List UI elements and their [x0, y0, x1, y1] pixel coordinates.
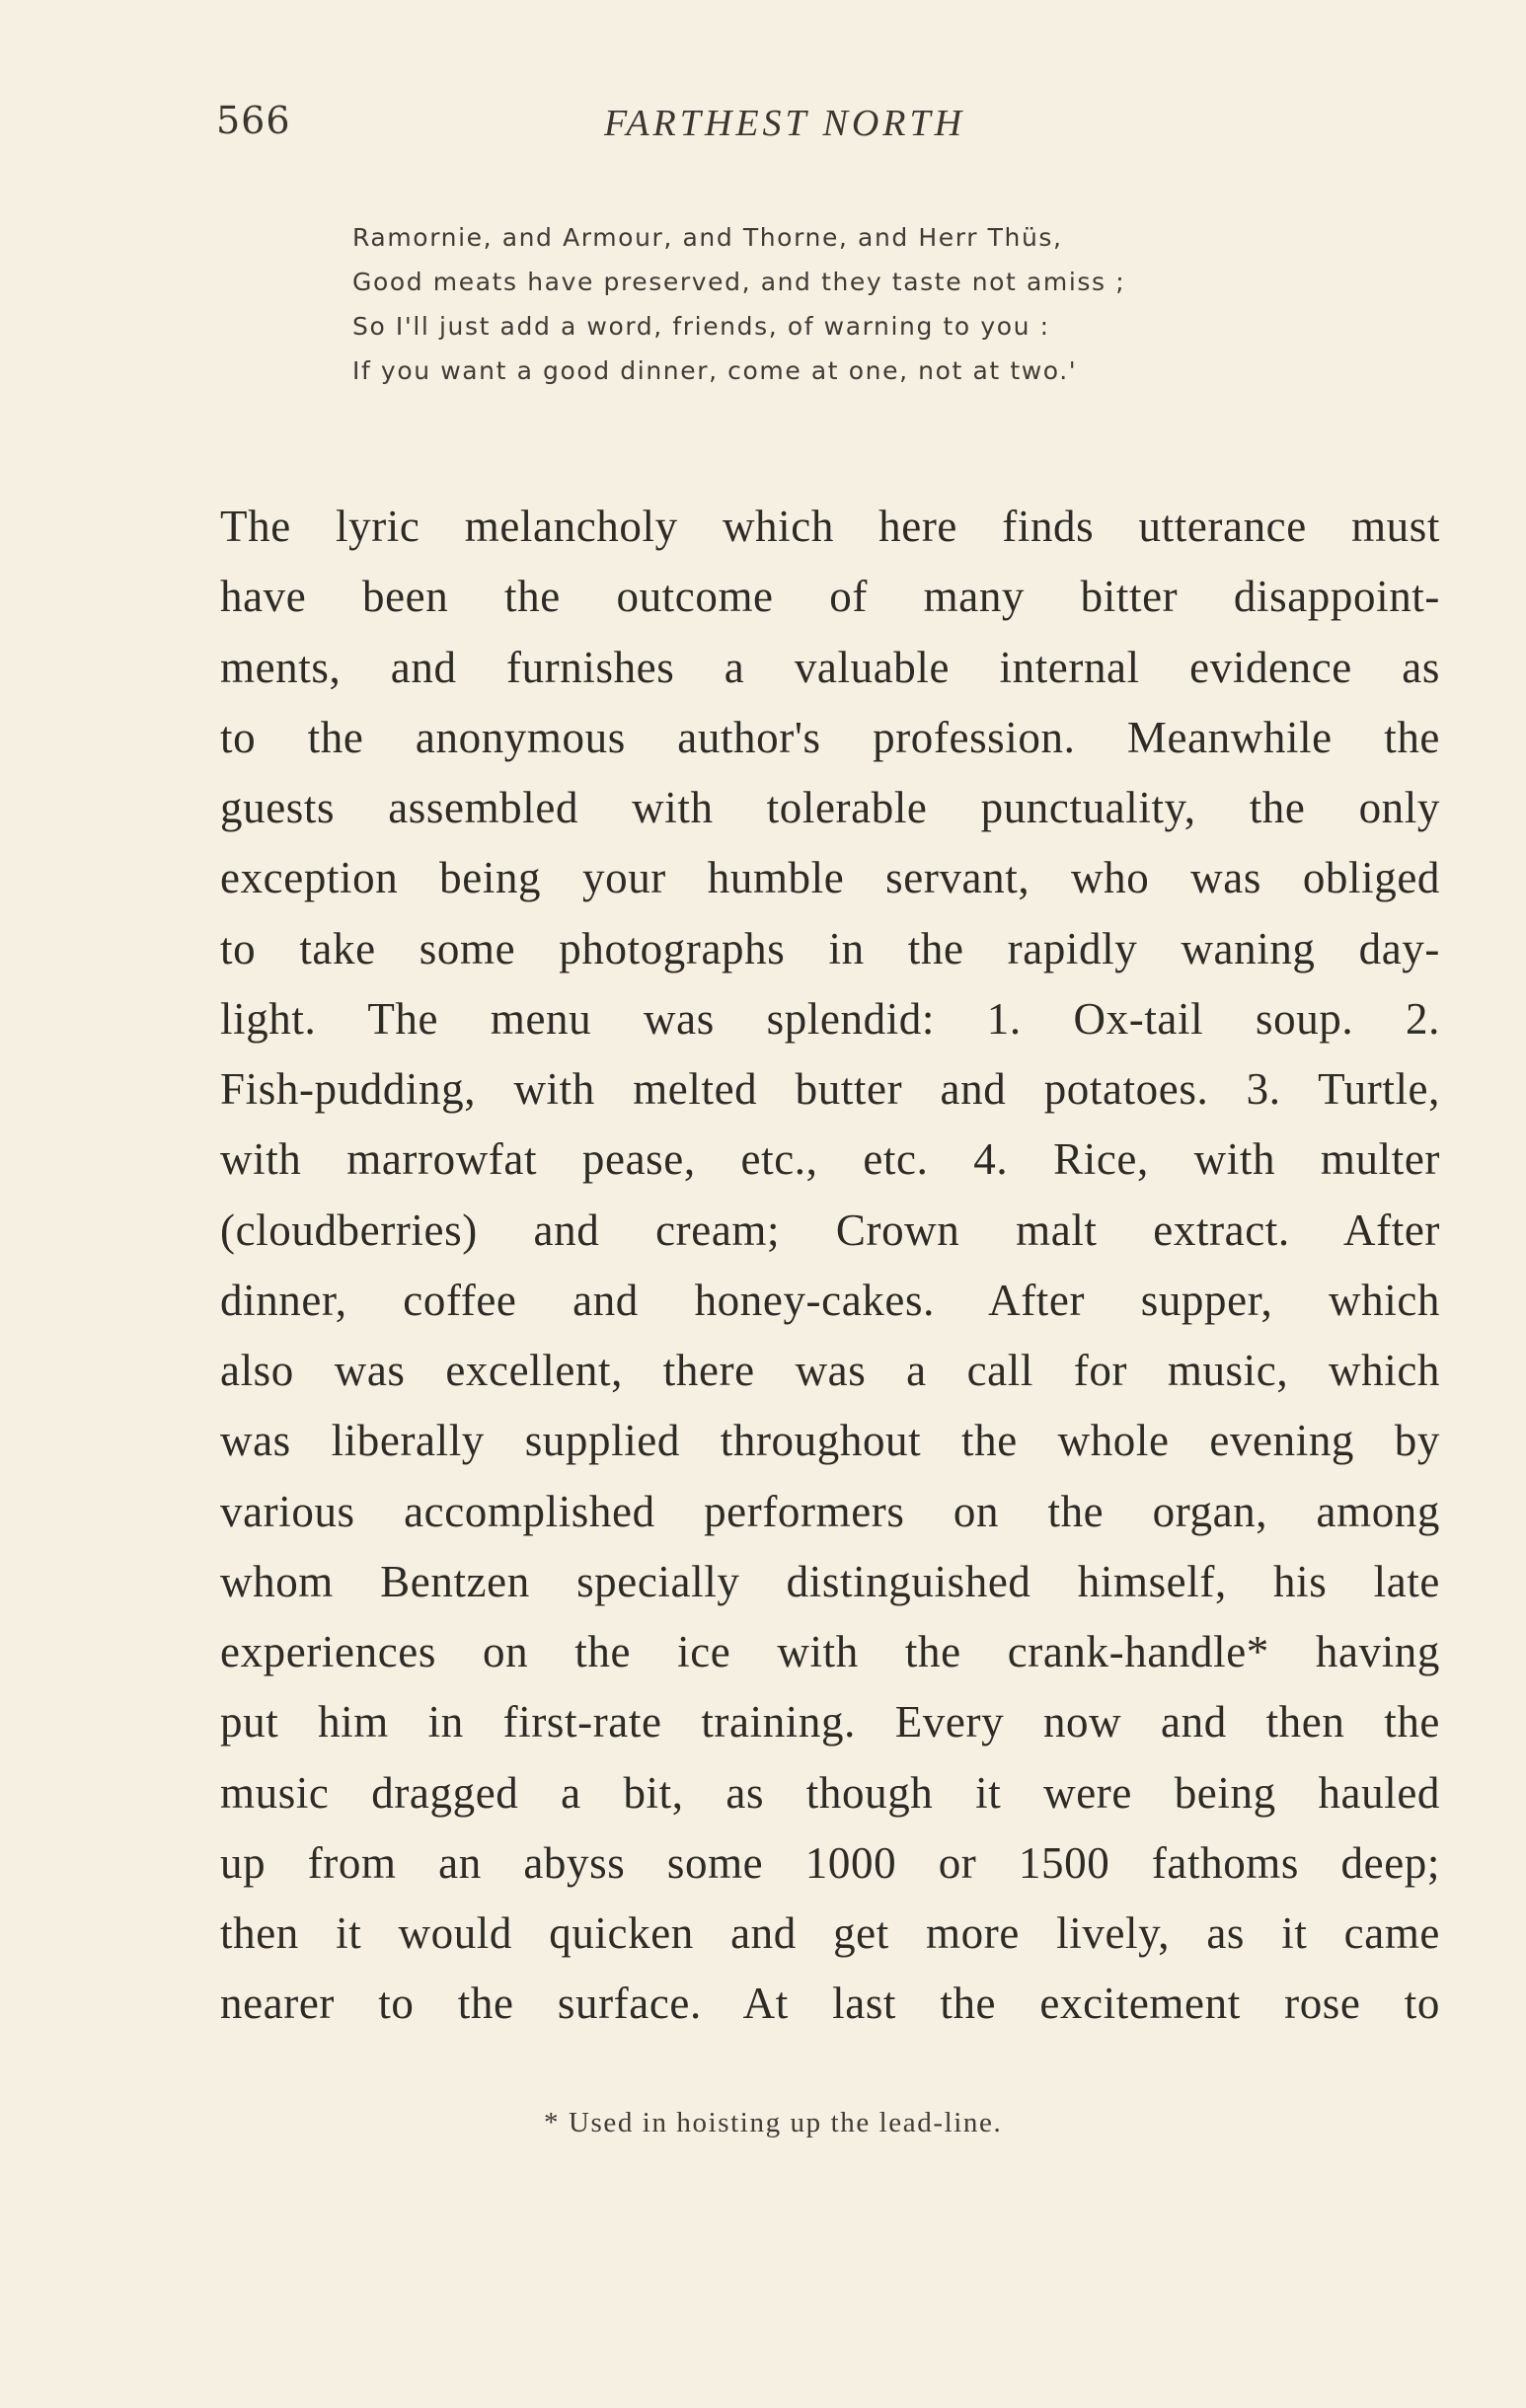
- text-line: Fish-pudding, with melted butter and potatoes. 3. Turtle,: [220, 1064, 1440, 1114]
- verse-line: Good meats have preserved, and they taste not amiss ;: [352, 268, 1126, 296]
- text-line: dinner, coffee and honey-cakes. After supper, which: [220, 1275, 1440, 1325]
- text-line: The lyric melancholy which here finds utterance must: [220, 502, 1440, 551]
- verse-line: So I'll just add a word, friends, of warning to you :: [352, 312, 1050, 341]
- text-line: guests assembled with tolerable punctuality, the only: [220, 783, 1440, 832]
- text-line: then it would quicken and get more lively, as it came: [220, 1908, 1440, 1958]
- text-line: whom Bentzen specially distinguished himself, his late: [220, 1556, 1440, 1606]
- text-line: experiences on the ice with the crank-handle* having: [220, 1627, 1440, 1676]
- text-line: was liberally supplied throughout the whole evening by: [220, 1416, 1440, 1466]
- page-number: 566: [216, 99, 291, 142]
- text-line: light. The menu was splendid: 1. Ox-tail soup. 2.: [220, 993, 1440, 1044]
- body-paragraph: [220, 492, 1440, 2040]
- text-line: with marrowfat pease, etc., etc. 4. Rice, with multer: [220, 1134, 1440, 1185]
- text-line: (cloudberries) and cream; Crown malt extract. After: [220, 1204, 1440, 1255]
- text-line: exception being your humble servant, who was obliged: [220, 853, 1440, 903]
- text-line: music dragged a bit, as though it were being hauled: [220, 1767, 1440, 1818]
- text-line: ments, and furnishes a valuable internal evidence as: [220, 642, 1440, 692]
- text-line: to the anonymous author's profession. Meanwhile the: [220, 712, 1440, 762]
- running-title: FARTHEST NORTH: [604, 103, 966, 144]
- text-line: also was excellent, there was a call for music, which: [220, 1346, 1440, 1395]
- text-line: to take some photographs in the rapidly waning day-: [220, 923, 1440, 973]
- verse-block: [352, 215, 1320, 393]
- text-line: have been the outcome of many bitter disappoint-: [220, 572, 1440, 622]
- verse-line: Ramornie, and Armour, and Thorne, and Herr Thüs,: [352, 223, 1063, 252]
- text-line: put him in first-rate training. Every now and then the: [220, 1697, 1440, 1748]
- text-line: up from an abyss some 1000 or 1500 fathoms deep;: [220, 1837, 1440, 1888]
- text-line: nearer to the surface. At last the excitement rose to: [220, 1979, 1440, 2029]
- footnote: * Used in hoisting up the lead-line.: [544, 2107, 1003, 2138]
- text-line: various accomplished performers on the organ, among: [220, 1486, 1440, 1536]
- verse-line: If you want a good dinner, come at one, not at two.': [352, 356, 1078, 385]
